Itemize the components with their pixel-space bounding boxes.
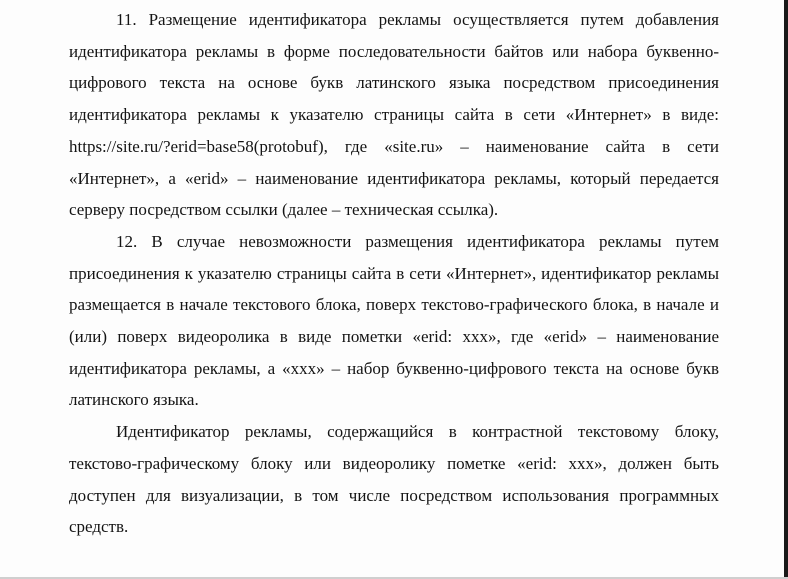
- scan-border: [784, 0, 788, 579]
- paragraph-12-continuation: Идентификатор рекламы, содержащийся в контрастной текстовому блоку, текстово-графическому блоку или видеоролику пометке «erid: xxx», должен быть доступен для визуализации, в том числе посредством использования программных средств.: [69, 422, 719, 537]
- document-body: [69, 4, 719, 543]
- paragraph-12: 12. В случае невозможности размещения идентификатора рекламы путем присоединения к указателю страницы сайта в сети «Интернет», идентификатор рекламы размещается в начале текстового блока, поверх текстово-графического блока, в начале и (или) поверх видеоролика в виде пометки «erid: xxx», где «erid» – наименование идентификатора рекламы, а «xxx» – набор буквенно-цифрового текста на основе букв латинского языка.: [69, 231, 719, 410]
- paragraph-11: 11. Размещение идентификатора рекламы осуществляется путем добавления идентификатора рекламы в форме последовательности байтов или набора буквенно-цифрового текста на основе букв латинского языка посредством присоединения идентификатора рекламы к указателю страницы сайта в сети «Интернет» в виде: https://site.ru/?erid=base58(protobuf), где «site.ru» – наименование сайта в сети «Интернет», а «erid» – наименование идентификатора рекламы, который передается серверу посредством ссылки (далее – техническая ссылка).: [69, 10, 719, 220]
